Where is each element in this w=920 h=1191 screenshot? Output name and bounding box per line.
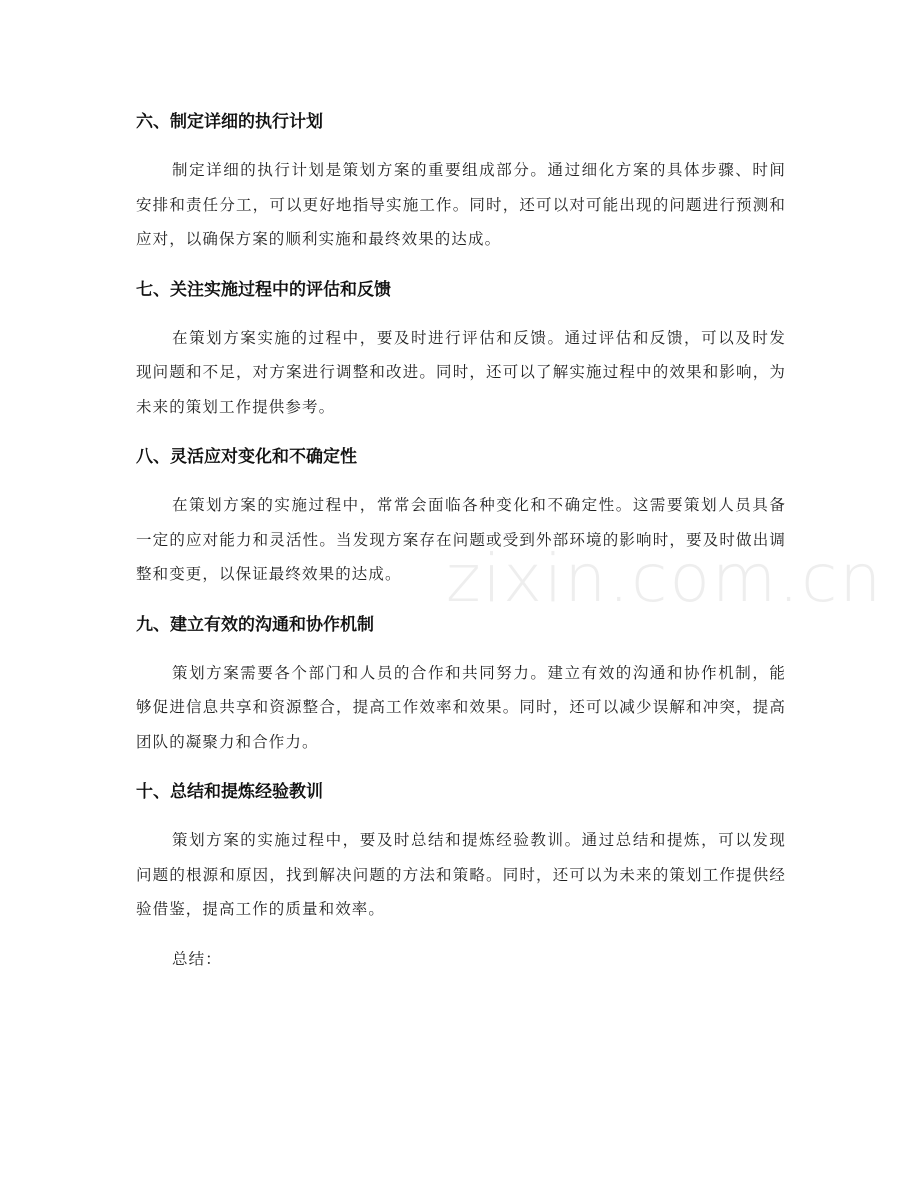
section-8	[136, 439, 786, 592]
section-9	[136, 607, 786, 760]
section-heading: 六、制定详细的执行计划	[136, 112, 323, 132]
section-paragraph: 策划方案的实施过程中，要及时总结和提炼经验教训。通过总结和提炼，可以发现问题的根源和原因，找到解决问题的方法和策略。同时，还可以为未来的策划工作提供经验借鉴，提高工作的质量和效率。	[136, 831, 786, 918]
section-heading: 十、总结和提炼经验教训	[136, 782, 323, 802]
section-10	[136, 774, 786, 927]
watermark: zixin.com.cn	[446, 540, 884, 617]
summary-label: 总结：	[172, 949, 222, 968]
section-heading: 七、关注实施过程中的评估和反馈	[136, 279, 391, 300]
section-heading: 八、灵活应对变化和不确定性	[136, 447, 357, 467]
section-paragraph: 制定详细的执行计划是策划方案的重要组成部分。通过细化方案的具体步骤、时间安排和责任分工，可以更好地指导实施工作。同时，还可以对可能出现的问题进行预测和应对，以确保方案的顺利实施和最终效果的达成。	[136, 161, 786, 248]
section-paragraph: 在策划方案的实施过程中，常常会面临各种变化和不确定性。这需要策划人员具备一定的应对能力和灵活性。当发现方案存在问题或受到外部环境的影响时，要及时做出调整和变更，以保证最终效果的达成。	[136, 496, 786, 583]
section-6	[136, 104, 786, 257]
section-paragraph: 策划方案需要各个部门和人员的合作和共同努力。建立有效的沟通和协作机制，能够促进信息共享和资源整合，提高工作效率和效果。同时，还可以减少误解和冲突，提高团队的凝聚力和合作力。	[136, 663, 786, 751]
section-heading: 九、建立有效的沟通和协作机制	[136, 614, 374, 635]
document-content	[136, 104, 786, 976]
section-7	[136, 272, 786, 425]
section-paragraph: 在策划方案实施的过程中，要及时进行评估和反馈。通过评估和反馈，可以及时发现问题和不足，对方案进行调整和改进。同时，还可以了解实施过程中的效果和影响，为未来的策划工作提供参考。	[136, 328, 786, 416]
